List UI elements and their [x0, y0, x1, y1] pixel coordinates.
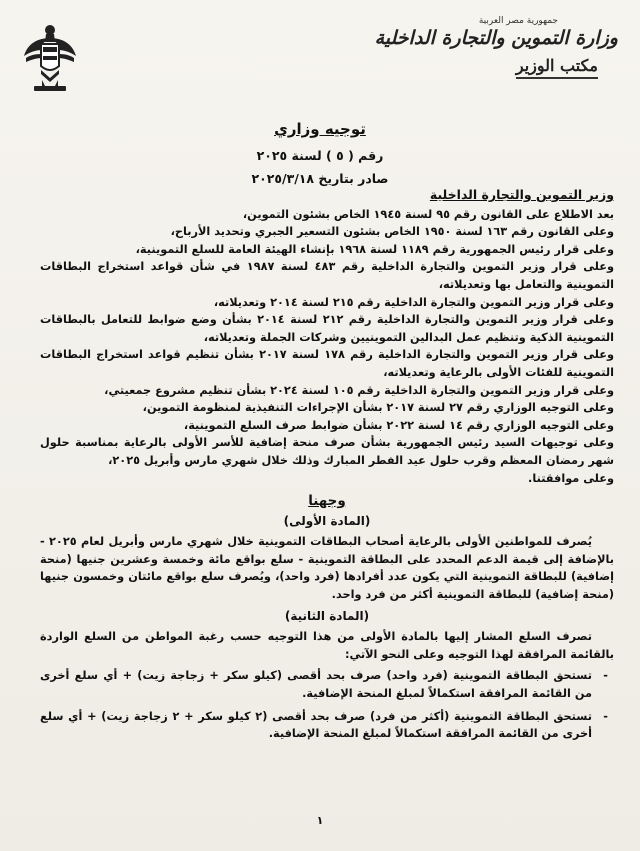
article-2-list: [40, 667, 614, 742]
letterhead: [0, 0, 640, 115]
article-2-text: تصرف السلع المشار إليها بالمادة الأولى من هذا التوجيه حسب رغبة المواطن من السلع الواردة بالقائمة المرافقة لهذا التوجيه وعلى النحو الآتي:: [40, 630, 614, 661]
minister-title: وزير التموين والتجارة الداخلية: [429, 187, 614, 202]
recital: وعلى التوجيه الوزاري رقم ٢٧ لسنة ٢٠١٧ بشأن الإجراءات التنفيذية لمنظومة التموين،: [142, 401, 614, 415]
recital: وعلى قرار وزير التموين والتجارة الداخلية رقم ٢١٥ لسنة ٢٠١٤ وتعديلاته،: [213, 295, 614, 309]
office-name: مكتب الوزير: [516, 56, 598, 79]
recital: وعلى قرار وزير التموين والتجارة الداخلية رقم ١٧٨ لسنة ٢٠١٧ بشأن تنظيم قواعد استخراج البطاقات التموينية للفئات الأولى بالرعاية وتعديلاته،: [40, 348, 614, 379]
list-item: - تستحق البطاقة التموينية (فرد واحد) صرف بحد أقصى (كيلو سكر + زجاجة زيت) + أي سلع أخرى من القائمة المرافقة استكمالاً لمبلغ المنحة الإضافية.: [40, 667, 592, 702]
recital: وعلى القانون رقم ١٦٣ لسنة ١٩٥٠ الخاص بشئون التسعير الجبري وتحديد الأرباح،: [170, 225, 614, 239]
recital: وعلى قرار وزير التموين والتجارة الداخلية رقم ٤٨٣ لسنة ١٩٨٧ في شأن قواعد استخراج البطاقات التموينية والتعامل بها وتعديلاته،: [40, 260, 614, 291]
article-1-text: يُصرف للمواطنين الأولى بالرعاية أصحاب البطاقات التموينية خلال شهري مارس وأبريل لعام ٢٠٢٥ - بالإضافة إلى قيمة الدعم المحدد على البطاقة التموينية - سلع بواقع مائة وخمسة وعشرين جنيها (منحة إضافية) للبطاقة التموينية التي يكون عدد أفرادها (فرد واحد)، ويُصرف سلع بواقع مائتان وخمسون جنيها (منحة إضافية) للبطاقة التموينية أكثر من فرد واحد.: [40, 535, 614, 602]
recital: وعلى موافقتنا.: [528, 471, 614, 485]
ministry-name: وزارة التموين والتجارة الداخلية: [374, 27, 618, 49]
ministry-heading: [374, 16, 618, 79]
recital: وعلى قرار رئيس الجمهورية رقم ١١٨٩ لسنة ١٩٦٨ بإنشاء الهيئة العامة للسلع التموينية،: [135, 242, 614, 256]
recital: وعلى قرار وزير التموين والتجارة الداخلية رقم ١٠٥ لسنة ٢٠٢٤ بشأن تنظيم مشروع جمعيتي،: [104, 383, 614, 397]
page-number: ١: [316, 814, 324, 827]
document-title: توجيه وزاري: [274, 120, 366, 138]
document-number: رقم ( ٥ ) لسنة ٢٠٢٥: [256, 148, 384, 163]
directive-heading: وجهنا: [308, 493, 346, 510]
recital: وعلى التوجيه الوزاري رقم ١٤ لسنة ٢٠٢٢ بشأن ضوابط صرف السلع التموينية،: [183, 418, 614, 432]
document-date: صادر بتاريخ ٢٠٢٥/٣/١٨: [251, 171, 389, 186]
list-item: - تستحق البطاقة التموينية (أكثر من فرد) صرف بحد أقصى (٢ كيلو سكر + ٢ زجاجة زيت) + أي سلع أخرى من القائمة المرافقة استكمالاً لمبلغ المنحة الإضافية.: [40, 708, 592, 743]
article-2-title: (المادة الثانية): [284, 608, 370, 623]
document-titles: [0, 120, 640, 186]
recital: وعلى قرار وزير التموين والتجارة الداخلية رقم ٢١٢ لسنة ٢٠١٤ بشأن وضع ضوابط للتعامل بالبطاقات التموينية الذكية وتنظيم عمل البدالين التموينيين وشركات الجملة وتعديلاته،: [40, 313, 614, 344]
document-body: [40, 186, 614, 748]
recital: وعلى توجيهات السيد رئيس الجمهورية بشأن صرف منحة إضافية للأسر الأولى بالرعاية بمناسبة حلول شهر رمضان المعظم وقرب حلول عيد الفطر المبارك وذلك خلال شهري مارس وأبريل ٢٠٢٥،: [40, 436, 614, 467]
recital: بعد الاطلاع على القانون رقم ٩٥ لسنة ١٩٤٥ الخاص بشئون التموين،: [242, 207, 614, 221]
eagle-emblem-icon: [22, 22, 78, 94]
republic-name: جمهورية مصر العربية: [478, 16, 558, 26]
article-1-title: (المادة الأولى): [283, 513, 371, 528]
